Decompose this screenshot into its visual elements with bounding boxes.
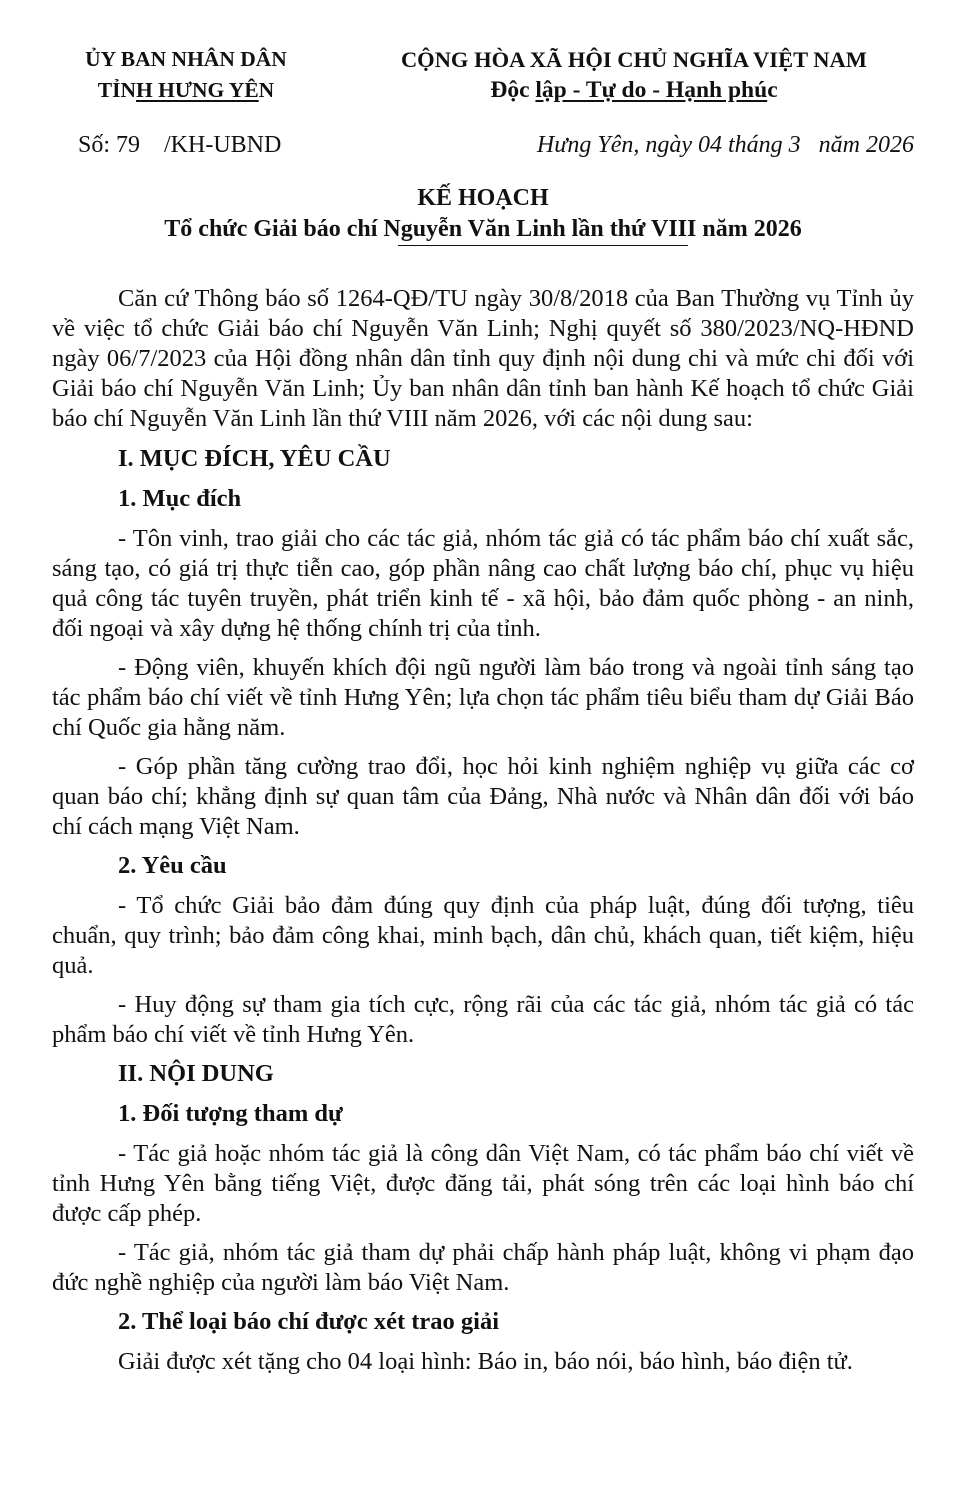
document-title: Tổ chức Giải báo chí Nguyễn Văn Linh lần thứ VIII năm 2026 [164, 216, 802, 242]
section-2-heading: II. NỘI DUNG [118, 1060, 274, 1087]
agency-line-1: ỦY BAN NHÂN DÂN [85, 47, 287, 71]
document-header [52, 44, 914, 106]
country-name: CỘNG HÒA XÃ HỘI CHỦ NGHĨA VIỆT NAM [400, 47, 868, 72]
reference-line [52, 132, 914, 159]
paragraph: - Tác giả hoặc nhóm tác giả là công dân Việt Nam, có tác phẩm báo chí viết về tỉnh Hưng Yên bằng tiếng Việt, được đăng tải, phát sóng trên các loại hình báo chí được cấp phép. [52, 1140, 914, 1227]
section-2-1-heading: 1. Đối tượng tham dự [118, 1100, 343, 1127]
paragraph: Giải được xét tặng cho 04 loại hình: Báo in, báo nói, báo hình, báo điện tử. [118, 1348, 853, 1375]
document-body [52, 284, 914, 1377]
document-date: Hưng Yên, ngày 04 tháng 3 năm 2026 [536, 132, 914, 158]
intro-paragraph: Căn cứ Thông báo số 1264-QĐ/TU ngày 30/8/2018 của Ban Thường vụ Tỉnh ủy về việc tổ chức Giải báo chí Nguyễn Văn Linh; Nghị quyết số 380/2023/NQ-HĐND ngày 06/7/2023 của Hội đồng nhân dân tỉnh quy định nội dung chi và mức chi đối với Giải báo chí Nguyễn Văn Linh; Ủy ban nhân dân tỉnh ban hành Kế hoạch tổ chức Giải báo chí Nguyễn Văn Linh lần thứ VIII năm 2026, với các nội dung sau: [52, 285, 914, 432]
section-2-2-heading: 2. Thể loại báo chí được xét trao giải [118, 1308, 500, 1335]
section-1-1-heading: 1. Mục đích [118, 485, 242, 512]
title-underline [398, 245, 688, 246]
paragraph: - Huy động sự tham gia tích cực, rộng rãi của các tác giả, nhóm tác giả có tác phẩm báo chí viết về tỉnh Hưng Yên. [52, 991, 914, 1048]
agency-line-2: TỈNH HƯNG YÊN [97, 78, 275, 102]
issuing-agency [52, 44, 320, 106]
section-1-2-heading: 2. Yêu cầu [118, 852, 227, 879]
paragraph: - Động viên, khuyến khích đội ngũ người làm báo trong và ngoài tỉnh sáng tạo tác phẩm báo chí viết về tỉnh Hưng Yên; lựa chọn tác phẩm tiêu biểu tham dự Giải Báo chí Quốc gia hằng năm. [52, 654, 914, 741]
paragraph: - Tôn vinh, trao giải cho các tác giả, nhóm tác giả có tác phẩm báo chí xuất sắc, sáng tạo, có giá trị thực tiễn cao, góp phần nâng cao chất lượng báo chí, phục vụ hiệu quả công tác tuyên truyền, phát triển kinh tế - xã hội, bảo đảm quốc phòng - an ninh, đối ngoại và xây dựng hệ thống chính trị của tỉnh. [52, 525, 914, 642]
section-1-heading: I. MỤC ĐÍCH, YÊU CẦU [118, 445, 391, 472]
paragraph: - Tác giả, nhóm tác giả tham dự phải chấp hành pháp luật, không vi phạm đạo đức nghề nghiệp của người làm báo Việt Nam. [52, 1239, 914, 1296]
national-motto: Độc lập - Tự do - Hạnh phúc [490, 77, 778, 103]
national-heading [354, 44, 914, 106]
document-number: Số: 79 /KH-UBND [78, 132, 282, 158]
paragraph: - Góp phần tăng cường trao đổi, học hỏi kinh nghiệm nghiệp vụ giữa các cơ quan báo chí; khẳng định sự quan tâm của Đảng, Nhà nước và Nhân dân đối với báo chí cách mạng Việt Nam. [52, 753, 914, 840]
paragraph: - Tổ chức Giải bảo đảm đúng quy định của pháp luật, đúng đối tượng, tiêu chuẩn, quy trình; bảo đảm công khai, minh bạch, dân chủ, khách quan, tiết kiệm, hiệu quả. [52, 892, 914, 979]
document-type: KẾ HOẠCH [417, 185, 549, 211]
